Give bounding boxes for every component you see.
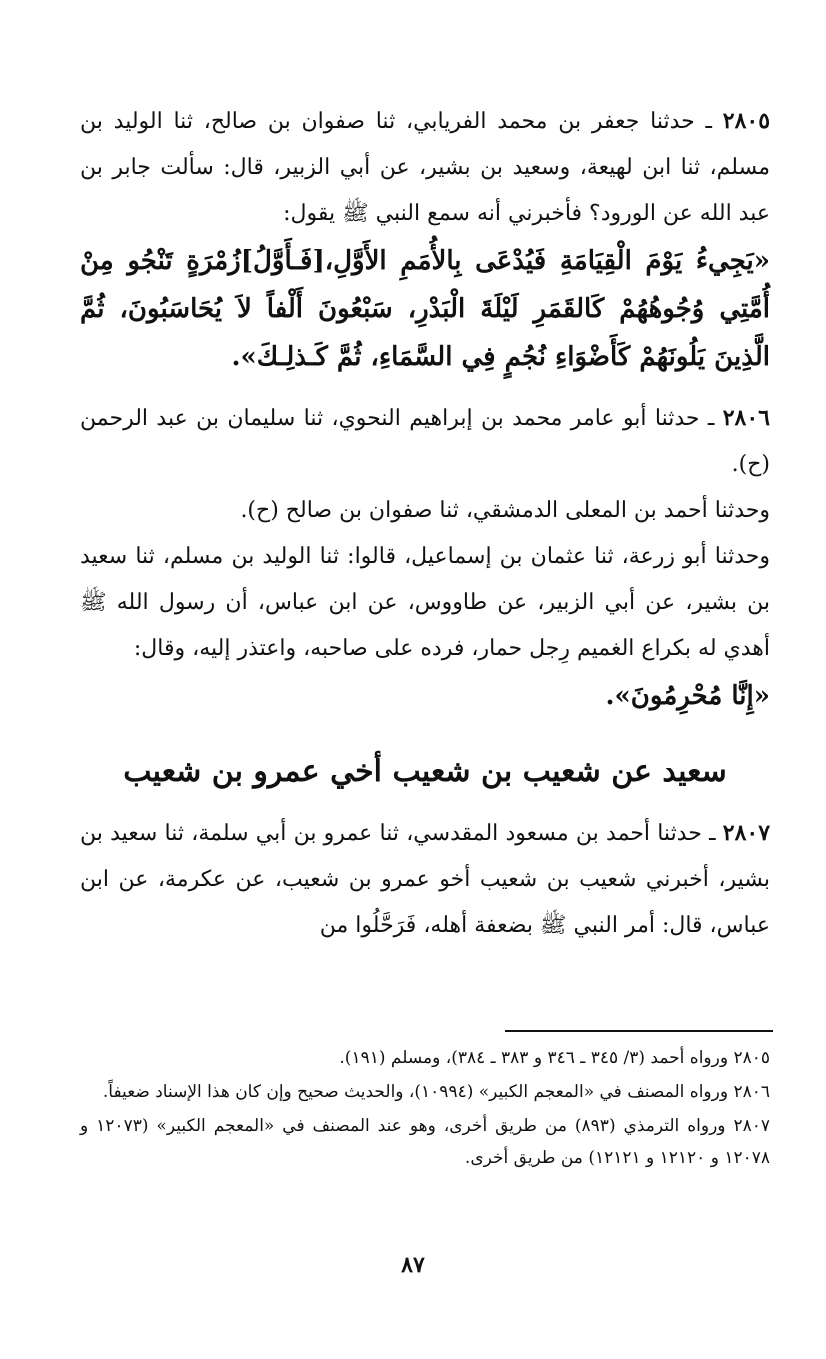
spacer [80,381,770,395]
entry-narration: حدثنا أحمد بن مسعود المقدسي، ثنا عمرو بن أبي سلمة، ثنا سعيد بن بشير، أخبرني شعيب بن شعيب أخو عمرو بن شعيب، عن عكرمة، عن ابن عباس، قال: أمر النبي ﷺ بضعفة أهله، فَرَحَّلُوا من [80,821,770,938]
page-number: ٨٧ [401,1252,425,1278]
entry-narration: وحدثنا أحمد بن المعلى الدمشقي، ثنا صفوان بن صالح (ح). [240,498,770,523]
footnote-2805: ٢٨٠٥ ورواه أحمد (٣/ ٣٤٥ ـ ٣٤٦ و ٣٨٣ ـ ٣٨٤)، ومسلم (١٩١). [339,1048,770,1068]
entry-2805-text [80,98,770,237]
hadith-text: «يَجِيءُ يَوْمَ الْقِيَامَةِ فَيُدْعَى بِالأُمَمِ الأَوَّلِ،[فَـأَوَّلُ]زُمْرَةٍ تَنْجُو مِنْ أُمَّتِي وُجُوهُهُمْ كَالقَمَرِ لَيْلَةَ الْبَدْرِ، سَبْعُونَ أَلْفاً لاَ يُحَاسَبُونَ، ثُمَّ الَّذِينَ يَلُونَهُمْ كَأَضْوَاءِ نُجُمٍ فِي السَّمَاءِ، ثُمَّ كَـذلِـكَ». [80,246,770,372]
entry-dash: ـ [694,109,723,134]
entry-2807-text [80,810,770,949]
entry-dash: ـ [701,821,723,846]
hadith-text: «إِنَّا مُحْرِمُونَ». [605,681,770,711]
entry-2806 [80,395,770,720]
section-heading: سعيد عن شعيب بن شعيب أخي عمرو بن شعيب [123,754,727,789]
entry-2806-text [80,395,770,488]
entry-narration: حدثنا جعفر بن محمد الفريابي، ثنا صفوان بن صالح، ثنا الوليد بن مسلم، ثنا ابن لهيعة، وسعيد بن بشير، عن أبي الزبير، قال: سألت جابر بن عبد الله عن الورود؟ فأخبرني أنه سمع النبي ﷺ يقول: [80,109,770,226]
entry-narration: حدثنا أبو عامر محمد بن إبراهيم النحوي، ثنا سليمان بن عبد الرحمن (ح). [80,406,770,477]
entry-number: ٢٨٠٥ [722,108,771,134]
footnote-divider [505,1030,773,1032]
entry-number: ٢٨٠٧ [722,820,771,846]
entry-2805 [80,98,770,381]
page-body [80,98,770,949]
footnotes [80,1042,770,1176]
entry-2807 [80,810,770,949]
entry-narration: وحدثنا أبو زرعة، ثنا عثمان بن إسماعيل، قالوا: ثنا الوليد بن مسلم، ثنا سعيد بن بشير، عن أبي الزبير، عن طاووس، عن ابن عباس، أن رسول الله ﷺ أهدي له بكراع الغميم رِجل حمار، فرده على صاحبه، واعتذر إليه، وقال: [80,544,770,661]
entry-number: ٢٨٠٦ [722,405,770,431]
footnote-2807: ٢٨٠٧ ورواه الترمذي (٨٩٣) من طريق أخرى، وهو عند المصنف في «المعجم الكبير» (١٢٠٧٣ و ١٢٠٧٨ و ١٢١٢٠ و ١٢١٢١) من طريق أخرى. [80,1116,770,1168]
entry-dash: ـ [699,406,723,431]
footnote-2806: ٢٨٠٦ ورواه المصنف في «المعجم الكبير» (١٠٩٩٤)، والحديث صحيح وإن كان هذا الإسناد ضعيفاً. [102,1082,770,1102]
